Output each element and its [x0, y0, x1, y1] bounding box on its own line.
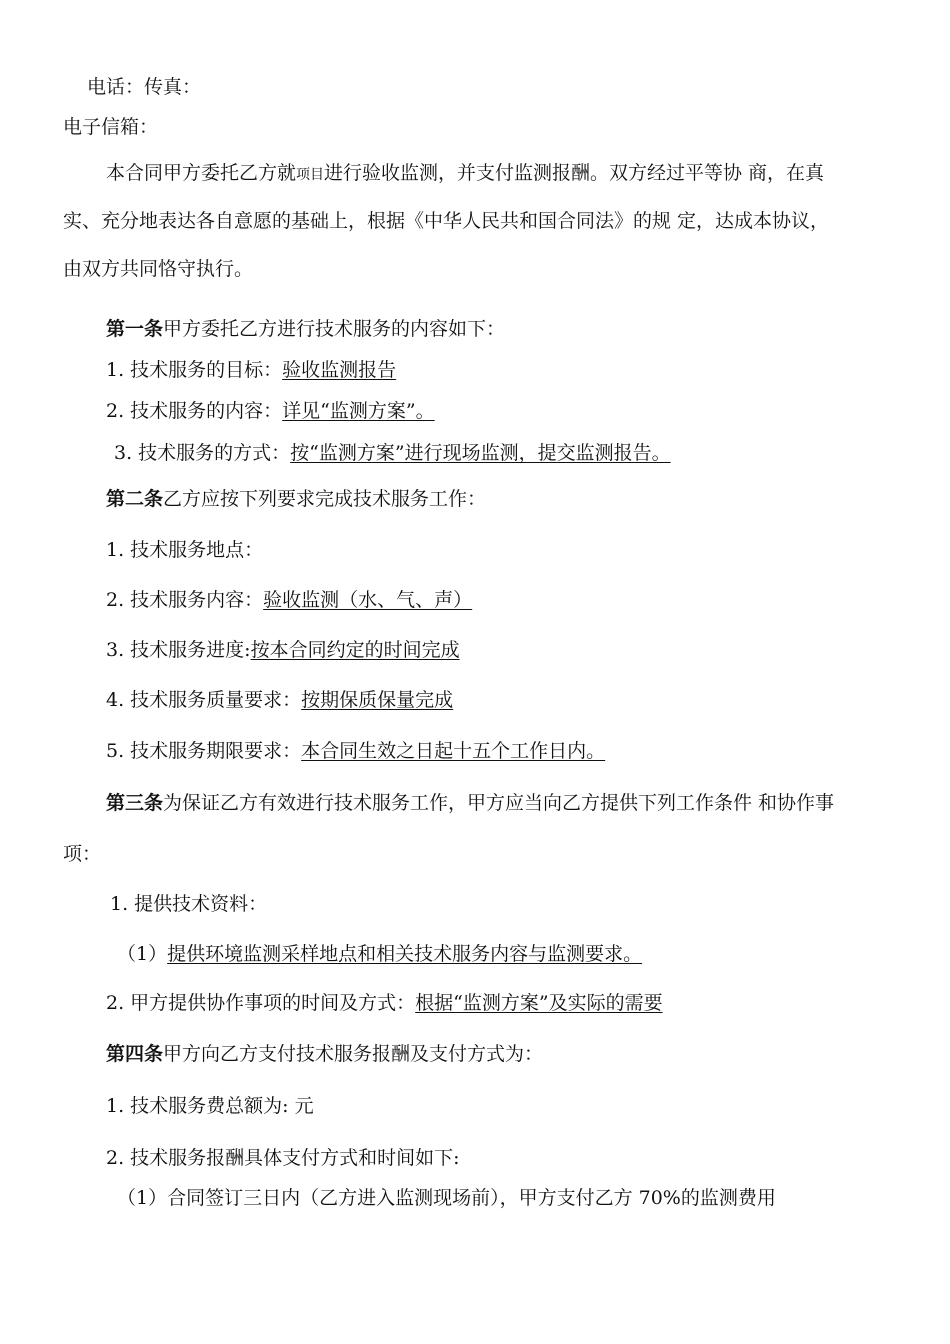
- article-2-text: 乙方应按下列要求完成技术服务工作：: [163, 488, 487, 510]
- intro-project-word: 项目: [296, 167, 325, 183]
- intro-line-1: [106, 162, 824, 185]
- article-4-text: 甲方向乙方支付技术服务报酬及支付方式为：: [163, 1043, 544, 1065]
- article-3-item-2: [106, 992, 663, 1015]
- item-label: 2. 技术服务内容：: [106, 589, 264, 611]
- article-3-item-1: 1. 提供技术资料：: [110, 893, 268, 915]
- item-label: 3. 技术服务的方式：: [114, 442, 291, 464]
- item-label: 2. 技术服务的内容：: [106, 400, 283, 422]
- item-label: 4. 技术服务质量要求：: [106, 689, 302, 711]
- article-2-number: 第二条: [106, 488, 164, 510]
- sub-label: （1）: [117, 943, 168, 965]
- article-4-item-1: 1. 技术服务费总额为: 元: [106, 1095, 314, 1117]
- item-value: 按本合同约定的时间完成: [250, 639, 460, 661]
- article-1-item-2: [106, 400, 435, 423]
- item-value: 本合同生效之日起十五个工作日内。: [301, 740, 606, 762]
- article-2-item-5: [106, 740, 605, 763]
- phone-fax-line: 电话：传真：: [87, 76, 202, 98]
- article-3-text-cont: 项：: [63, 843, 102, 865]
- article-3-heading: [106, 792, 834, 815]
- intro-line-3: 由双方共同恪守执行。: [63, 258, 254, 280]
- article-4-item-2: 2. 技术服务报酬具体支付方式和时间如下:: [106, 1147, 460, 1169]
- article-4-heading: [106, 1043, 543, 1066]
- item-value: 按期保质保量完成: [301, 689, 454, 711]
- article-2-item-3: [106, 639, 460, 662]
- article-2-item-2: [106, 589, 472, 612]
- item-value: 详见“监测方案”。: [282, 400, 435, 422]
- sub-value: 提供环境监测采样地点和相关技术服务内容与监测要求。: [167, 943, 643, 965]
- article-2-item-1: [106, 539, 263, 562]
- item-label: 5. 技术服务期限要求：: [106, 740, 302, 762]
- intro-text-b: 进行验收监测，并支付监测报酬。双方经过平等协 商，在真: [324, 162, 825, 184]
- item-value: 验收监测（水、气、声）: [263, 589, 473, 611]
- article-1-item-3: [114, 442, 671, 465]
- article-1-item-1: [106, 359, 396, 382]
- item-value: 根据“监测方案”及实际的需要: [415, 992, 663, 1014]
- article-1-heading: [106, 318, 505, 341]
- item-value: 验收监测报告: [282, 359, 397, 381]
- article-1-number: 第一条: [106, 318, 164, 340]
- item-label: 1. 技术服务的目标：: [106, 359, 283, 381]
- article-4-number: 第四条: [106, 1043, 164, 1065]
- article-3-sub-1: [117, 943, 642, 966]
- article-3-text: 为保证乙方有效进行技术服务工作，甲方应当向乙方提供下列工作条件 和协作事: [163, 792, 835, 814]
- article-4-sub-1: （1）合同签订三日内（乙方进入监测现场前），甲方支付乙方 70%的监测费用: [117, 1187, 776, 1209]
- item-label: 2. 甲方提供协作事项的时间及方式：: [106, 992, 416, 1014]
- item-label: 3. 技术服务进度:: [106, 639, 251, 661]
- article-1-text: 甲方委托乙方进行技术服务的内容如下：: [163, 318, 506, 340]
- intro-line-2: 实、充分地表达各自意愿的基础上，根据《中华人民共和国合同法》的规 定，达成本协议，: [63, 210, 830, 232]
- item-label: 1. 技术服务地点：: [106, 539, 264, 561]
- email-line: 电子信箱：: [63, 116, 159, 138]
- article-2-heading: [106, 488, 486, 511]
- intro-text-a: 本合同甲方委托乙方就: [106, 162, 297, 184]
- article-2-item-4: [106, 689, 453, 712]
- article-3-number: 第三条: [106, 792, 164, 814]
- item-value: 按“监测方案”进行现场监测，提交监测报告。: [290, 442, 671, 464]
